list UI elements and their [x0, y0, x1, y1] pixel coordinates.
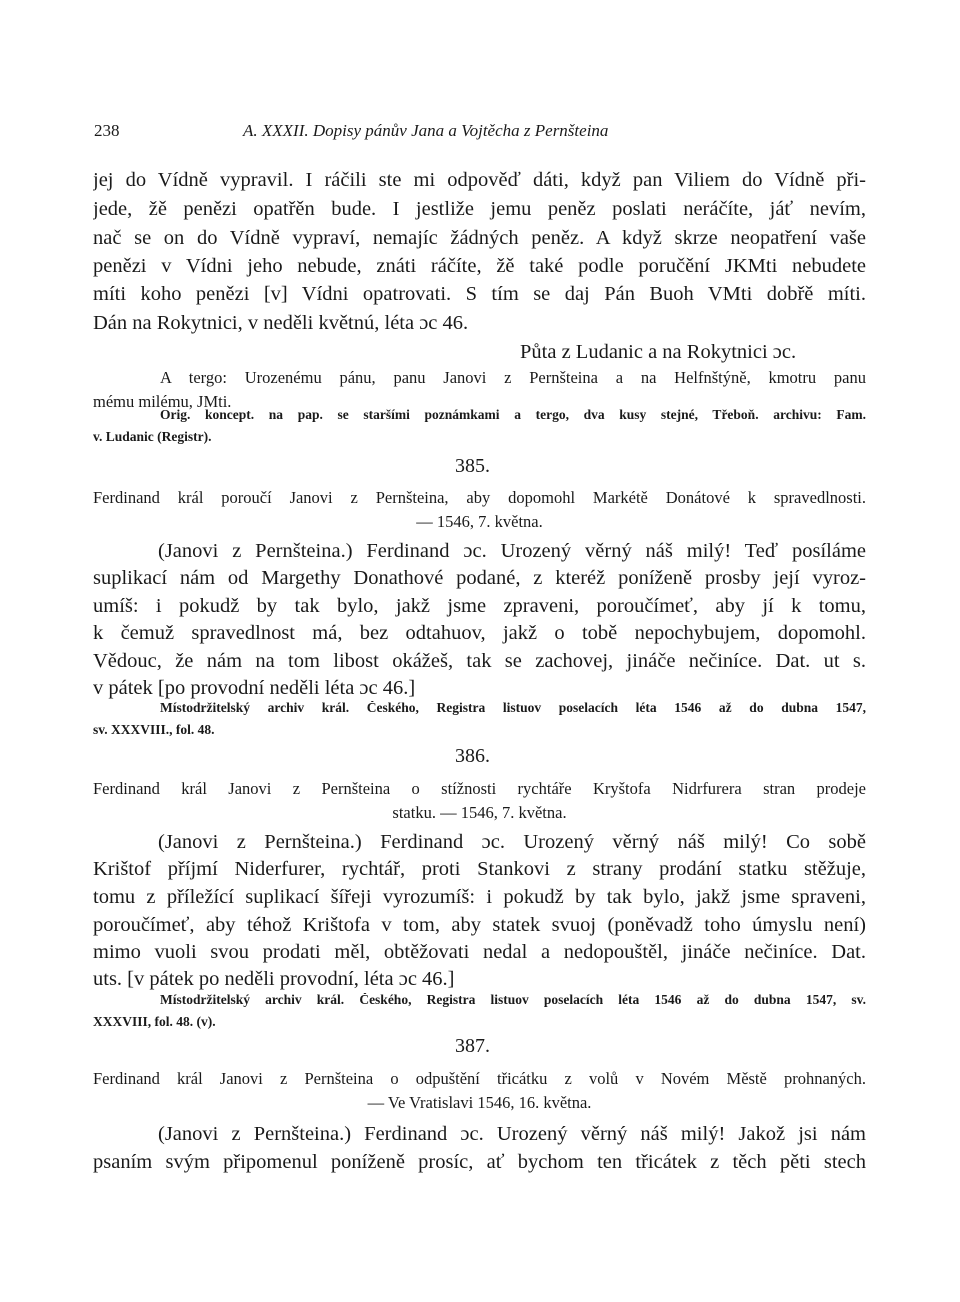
- document-text: v pátek [po provodní neděli léta ɔc 46.]: [93, 677, 416, 699]
- document-text: psaním svým připomenul poníženě prosíc, ať bychom ten třicátek z těch pěti stech: [93, 1152, 866, 1173]
- document-date: — 1546, 7. května.: [416, 512, 543, 531]
- intro-line: nač se on do Vídně vypraví, nemajíc žádných peněz. A když skrze neopatření vaše: [93, 228, 866, 249]
- document-number: 386.: [455, 745, 490, 767]
- document-date: statku. — 1546, 7. května.: [392, 803, 567, 822]
- intro-line: míti koho penězi [v] Vídni opatrovati. S tím se daj Pán Buoh VMti dobřě míti.: [93, 284, 866, 305]
- document-title: Ferdinand král Janovi z Pernšteina o stížnosti rychtáře Kryštofa Nidrfurera stran prodeje: [93, 781, 866, 798]
- intro-line: penězi v Vídni jeho nebude, znáti ráčíte, žě také podle poručění JKMti nebudete: [93, 256, 866, 277]
- intro-line: jede, žě penězi opatřěn bude. I jestliže jemu peněz poslati neráčíte, jáť nevím,: [93, 199, 866, 220]
- document-text: (Janovi z Pernšteina.) Ferdinand ɔc. Urozený věrný náš milý! Teď posíláme: [158, 541, 866, 562]
- document-text: suplikací nám od Margethy Donathové podané, z kteréž poníženě prosby její vyroz-: [93, 568, 866, 589]
- document-text: tomu z příležící suplikací šířeji vyrozumíš: i pokudž by tak bylo, jakž jsme spraveni,: [93, 887, 866, 908]
- archival-note: Místodržitelský archiv král. Českého, Registra listuov poselacích léta 1546 až do dubna 1547, sv.: [160, 993, 866, 1007]
- document-text: (Janovi z Pernšteina.) Ferdinand ɔc. Urozený věrný náš milý! Jakož jsi nám: [158, 1124, 866, 1145]
- document-title: Ferdinand král poroučí Janovi z Pernšteina, aby dopomohl Markétě Donátové k spravedlnosti.: [93, 490, 866, 507]
- document-date: — Ve Vratislavi 1546, 16. května.: [367, 1093, 592, 1112]
- tergo-line: mému milému, JMti.: [93, 392, 232, 411]
- signature: Půta z Ludanic a na Rokytnici ɔc.: [520, 341, 797, 363]
- document-text: umíš: i pokudž by tak bylo, jakž jsme zpraveni, poroučímeť, aby jí k tomu,: [93, 596, 866, 617]
- document-text: mimo vuoli svou prodati měl, obtěžovati nedal a nedopouštěl, jináče nečiníce. Dat.: [93, 942, 866, 963]
- intro-line: jej do Vídně vypravil. I ráčili ste mi odpověď dáti, když pan Viliem do Vídně při-: [93, 170, 866, 191]
- document-text: k čemuž spravedlnost má, bez odtahuov, jakž o tobě nepochybujem, dopomohl.: [93, 623, 866, 644]
- running-title: A. XXXII. Dopisy pánův Jana a Vojtěcha z Pernšteina: [243, 121, 609, 140]
- document-text: Krištof příjmí Niderfurer, rychtář, proti Stankovi z strany prodání statku stěžuje,: [93, 859, 866, 880]
- document-text: poroučímeť, aby téhož Krištofa v tom, aby statek svuoj (poněvadž toho úmyslu není): [93, 915, 866, 936]
- archival-note: Místodržitelský archiv král. Českého, Registra listuov poselacích léta 1546 až do dubna 1547,: [160, 701, 866, 715]
- document-text: (Janovi z Pernšteina.) Ferdinand ɔc. Urozený věrný náš milý! Co sobě: [158, 832, 866, 853]
- document-title: Ferdinand král Janovi z Pernšteina o odpuštění třicátku z volů v Novém Městě prohnaných.: [93, 1071, 866, 1088]
- archival-note: Orig. koncept. na pap. se staršími poznámkami a tergo, dva kusy stejné, Třeboň. archivu: Fam.: [160, 408, 866, 422]
- tergo-line: A tergo: Urozenému pánu, panu Janovi z Pernšteina a na Helfnštýně, kmotru panu: [160, 370, 866, 387]
- document-text: uts. [v pátek po neděli provodní, léta ɔc 46.]: [93, 968, 455, 990]
- document-number: 385.: [455, 455, 490, 477]
- archival-note: XXXVIII, fol. 48. (v).: [93, 1014, 216, 1029]
- document-text: Vědouc, že nám na tom libost okážeš, tak se zachovej, jináče nečiníce. Dat. ut s.: [93, 651, 866, 672]
- archival-note: sv. XXXVIII., fol. 48.: [93, 722, 215, 737]
- page-number: 238: [94, 121, 120, 140]
- document-number: 387.: [455, 1035, 490, 1057]
- intro-line: Dán na Rokytnici, v neděli květnú, léta ɔc 46.: [93, 312, 469, 334]
- archival-note: v. Ludanic (Registr).: [93, 429, 212, 444]
